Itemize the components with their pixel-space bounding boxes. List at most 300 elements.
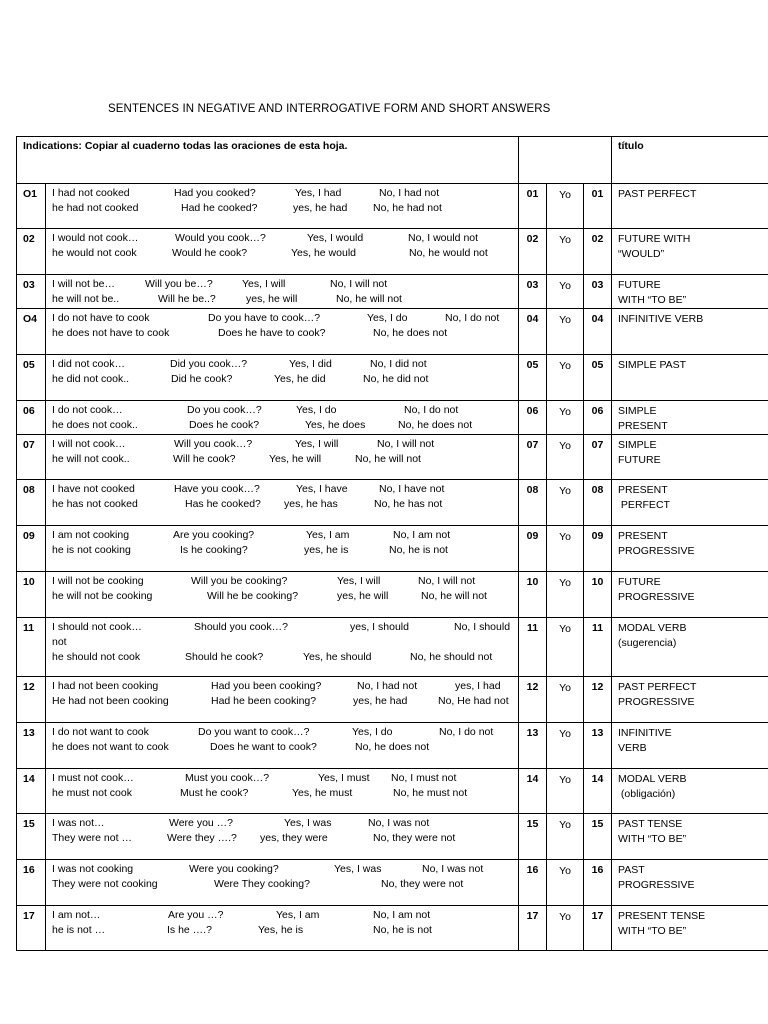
tense-title-cell bbox=[612, 677, 768, 723]
row-number-right: 04 bbox=[584, 309, 612, 355]
short-answer-affirmative: Yes, I must bbox=[318, 772, 370, 784]
header-spacer bbox=[519, 137, 584, 184]
yo-cell: Yo bbox=[547, 526, 584, 572]
tense-title-line: PRESENT bbox=[618, 530, 668, 542]
negative-sentence: He had not been cooking bbox=[52, 695, 169, 707]
short-answer-negative: No, I was not bbox=[368, 817, 430, 829]
tense-title-line: PRESENT bbox=[618, 484, 668, 496]
sentences-cell bbox=[46, 355, 519, 401]
row-number-left: 11 bbox=[17, 618, 46, 677]
short-answer-negative: No, he did not bbox=[363, 373, 429, 385]
tense-title-line: (obligación) bbox=[618, 788, 676, 800]
tense-title-cell bbox=[612, 229, 768, 275]
question-sentence: Did he cook? bbox=[171, 373, 233, 385]
short-answer-affirmative: Yes, I was bbox=[334, 863, 382, 875]
sentence-line bbox=[52, 231, 518, 246]
row-number-left: 12 bbox=[17, 677, 46, 723]
sentences-cell bbox=[46, 814, 519, 860]
table-row bbox=[17, 526, 768, 572]
row-number-right: 03 bbox=[584, 275, 612, 309]
negative-sentence: I was not… bbox=[52, 817, 105, 829]
row-number-middle: 16 bbox=[519, 860, 547, 906]
sentences-cell bbox=[46, 572, 519, 618]
page-heading: SENTENCES IN NEGATIVE AND INTERROGATIVE FORM AND SHORT ANSWERS bbox=[108, 103, 551, 115]
row-number-middle: 14 bbox=[519, 769, 547, 814]
short-answer-affirmative: Yes, I had bbox=[295, 187, 342, 199]
short-answer-affirmative: Yes, he is bbox=[258, 924, 304, 936]
short-answer-affirmative: Yes, he would bbox=[291, 247, 356, 259]
short-answer-affirmative: Yes, I am bbox=[306, 529, 350, 541]
row-number-right: 13 bbox=[584, 723, 612, 769]
sentence-line bbox=[52, 246, 518, 261]
row-number-middle: 07 bbox=[519, 435, 547, 480]
tense-title-cell bbox=[612, 275, 768, 309]
negative-sentence: They were not cooking bbox=[52, 878, 158, 890]
row-number-middle: 01 bbox=[519, 184, 547, 229]
table-row bbox=[17, 435, 768, 480]
tense-title-line: “WOULD” bbox=[618, 248, 665, 260]
tense-title-cell bbox=[612, 309, 768, 355]
short-answer-affirmative: Yes, I do bbox=[352, 726, 393, 738]
table-row bbox=[17, 480, 768, 526]
sentence-line bbox=[52, 482, 518, 497]
table-row bbox=[17, 906, 768, 951]
sentence-line bbox=[52, 418, 518, 433]
negative-sentence: I will not cook… bbox=[52, 438, 126, 450]
yo-cell: Yo bbox=[547, 480, 584, 526]
negative-sentence: he will not be cooking bbox=[52, 590, 153, 602]
row-number-middle: 03 bbox=[519, 275, 547, 309]
short-answer-affirmative: No, he does not bbox=[373, 327, 448, 339]
row-number-left: 13 bbox=[17, 723, 46, 769]
sentences-cell bbox=[46, 275, 519, 309]
short-answer-affirmative: Yes, he should bbox=[303, 651, 372, 663]
sentence-line bbox=[52, 292, 518, 307]
tense-title-line: PRESENT TENSE bbox=[618, 910, 706, 922]
sentence-line bbox=[52, 908, 518, 923]
negative-sentence: I should not cook… bbox=[52, 621, 142, 633]
short-answer-affirmative: Yes, he does bbox=[305, 419, 366, 431]
tense-title-line: PAST TENSE bbox=[618, 818, 683, 830]
sentences-cell bbox=[46, 618, 519, 677]
negative-sentence: he did not cook.. bbox=[52, 373, 130, 385]
sentence-line bbox=[52, 923, 518, 938]
tense-title-line: PAST PERFECT bbox=[618, 188, 697, 200]
short-answer-affirmative: yes, he had bbox=[353, 695, 408, 707]
short-answer-negative: No, he must not bbox=[393, 787, 468, 799]
negative-sentence: he must not cook bbox=[52, 787, 132, 799]
table-row bbox=[17, 860, 768, 906]
negative-sentence: not bbox=[52, 636, 67, 648]
row-number-middle: 08 bbox=[519, 480, 547, 526]
tense-title-line: WITH “TO BE” bbox=[618, 294, 687, 306]
question-sentence: Would he cook? bbox=[172, 247, 248, 259]
short-answer-affirmative: Yes, I will bbox=[242, 278, 286, 290]
question-sentence: Does he have to cook? bbox=[218, 327, 326, 339]
tense-title-line: WITH “TO BE” bbox=[618, 925, 687, 937]
question-sentence: Did you cook…? bbox=[170, 358, 248, 370]
tense-title-cell bbox=[612, 723, 768, 769]
tense-title-line: PAST PERFECT bbox=[618, 681, 697, 693]
tense-title-line: SIMPLE bbox=[618, 439, 657, 451]
sentences-cell bbox=[46, 309, 519, 355]
row-number-middle: 05 bbox=[519, 355, 547, 401]
row-number-middle: 13 bbox=[519, 723, 547, 769]
yo-cell: Yo bbox=[547, 814, 584, 860]
negative-sentence: he is not … bbox=[52, 924, 106, 936]
sentences-cell bbox=[46, 677, 519, 723]
sentence-line bbox=[52, 816, 518, 831]
question-sentence: Will he cook? bbox=[173, 453, 236, 465]
sentence-line bbox=[52, 877, 518, 892]
tense-title-line: VERB bbox=[618, 742, 647, 754]
negative-sentence: I would not cook… bbox=[52, 232, 139, 244]
sentence-line bbox=[52, 452, 518, 467]
yo-cell: Yo bbox=[547, 309, 584, 355]
question-sentence: Will you be…? bbox=[145, 278, 213, 290]
short-answer-negative: No, he will not bbox=[355, 453, 421, 465]
sentence-line bbox=[52, 311, 518, 326]
tense-title-cell bbox=[612, 526, 768, 572]
yo-cell: Yo bbox=[547, 769, 584, 814]
row-number-left: O4 bbox=[17, 309, 46, 355]
short-answer-affirmative: yes, he will bbox=[246, 293, 298, 305]
negative-sentence: I was not cooking bbox=[52, 863, 134, 875]
titulo-heading: título bbox=[612, 137, 768, 184]
question-sentence: Will you be cooking? bbox=[191, 575, 288, 587]
sentence-line bbox=[52, 357, 518, 372]
row-number-right: 01 bbox=[584, 184, 612, 229]
question-sentence: Do you cook…? bbox=[187, 404, 262, 416]
question-sentence: Had he cooked? bbox=[181, 202, 258, 214]
question-sentence: Were you cooking? bbox=[189, 863, 279, 875]
sentence-line bbox=[52, 574, 518, 589]
row-number-middle: 06 bbox=[519, 401, 547, 435]
negative-sentence: he should not cook bbox=[52, 651, 141, 663]
row-number-right: 10 bbox=[584, 572, 612, 618]
row-number-right: 14 bbox=[584, 769, 612, 814]
question-sentence: Are you …? bbox=[168, 909, 224, 921]
sentence-line bbox=[52, 725, 518, 740]
table-row bbox=[17, 723, 768, 769]
question-sentence: Do you want to cook…? bbox=[198, 726, 310, 738]
tense-title-line: MODAL VERB bbox=[618, 622, 687, 634]
short-answer-negative: No, I should bbox=[454, 621, 511, 633]
row-number-right: 17 bbox=[584, 906, 612, 951]
exercise-table bbox=[16, 136, 768, 951]
row-number-left: 03 bbox=[17, 275, 46, 309]
short-answer-negative: No, he has not bbox=[374, 498, 443, 510]
sentence-line bbox=[52, 277, 518, 292]
negative-sentence: he will not cook.. bbox=[52, 453, 130, 465]
row-number-left: 09 bbox=[17, 526, 46, 572]
row-number-right: 09 bbox=[584, 526, 612, 572]
tense-title-line: INFINITIVE bbox=[618, 727, 672, 739]
table-row bbox=[17, 184, 768, 229]
row-number-middle: 12 bbox=[519, 677, 547, 723]
short-answer-negative: No, I do not bbox=[445, 312, 500, 324]
short-answer-affirmative: Yes, he must bbox=[292, 787, 353, 799]
row-number-middle: 04 bbox=[519, 309, 547, 355]
tense-title-line: SIMPLE PAST bbox=[618, 359, 687, 371]
negative-sentence: he does not want to cook bbox=[52, 741, 169, 753]
negative-sentence: he does not cook.. bbox=[52, 419, 138, 431]
question-sentence: Were they ….? bbox=[167, 832, 237, 844]
negative-sentence: I will not be cooking bbox=[52, 575, 144, 587]
short-answer-negative: No, I must not bbox=[391, 772, 457, 784]
row-number-right: 15 bbox=[584, 814, 612, 860]
tense-title-cell bbox=[612, 480, 768, 526]
yo-cell: Yo bbox=[547, 435, 584, 480]
negative-sentence: he does not have to cook bbox=[52, 327, 170, 339]
row-number-middle: 11 bbox=[519, 618, 547, 677]
yo-cell: Yo bbox=[547, 677, 584, 723]
sentences-cell bbox=[46, 860, 519, 906]
short-answer-negative: No, I am not bbox=[373, 909, 431, 921]
short-answer-affirmative: Yes, I was bbox=[284, 817, 332, 829]
tense-title-cell bbox=[612, 401, 768, 435]
row-number-right: 16 bbox=[584, 860, 612, 906]
sentence-line bbox=[52, 635, 518, 650]
short-answer-affirmative: Yes, I will bbox=[337, 575, 381, 587]
sentence-line bbox=[52, 528, 518, 543]
short-answer-negative: No, he is not bbox=[373, 924, 432, 936]
tense-title-cell bbox=[612, 184, 768, 229]
negative-sentence: I had not been cooking bbox=[52, 680, 159, 692]
row-number-left: 05 bbox=[17, 355, 46, 401]
short-answer-negative: No, he does not bbox=[398, 419, 473, 431]
sentences-cell bbox=[46, 229, 519, 275]
short-answer-affirmative: Yes, he did bbox=[274, 373, 326, 385]
sentence-line bbox=[52, 201, 518, 216]
yo-cell: Yo bbox=[547, 572, 584, 618]
sentence-line bbox=[52, 186, 518, 201]
tense-title-line: FUTURE WITH bbox=[618, 233, 691, 245]
sentence-line bbox=[52, 650, 518, 665]
sentence-line bbox=[52, 831, 518, 846]
negative-sentence: he had not cooked bbox=[52, 202, 139, 214]
question-sentence: Had you cooked? bbox=[174, 187, 256, 199]
short-answer-affirmative: No, he does not bbox=[355, 741, 430, 753]
question-sentence: Does he cook? bbox=[189, 419, 260, 431]
negative-sentence: I must not cook… bbox=[52, 772, 134, 784]
short-answer-negative: No, I would not bbox=[408, 232, 479, 244]
negative-sentence: he would not cook bbox=[52, 247, 137, 259]
sentence-line bbox=[52, 620, 518, 635]
tense-title-line: PROGRESSIVE bbox=[618, 696, 695, 708]
short-answer-affirmative: yes, he had bbox=[293, 202, 348, 214]
negative-sentence: I have not cooked bbox=[52, 483, 135, 495]
short-answer-negative: No, I do not bbox=[439, 726, 494, 738]
question-sentence: Has he cooked? bbox=[185, 498, 261, 510]
negative-sentence: I do not cook… bbox=[52, 404, 123, 416]
short-answer-affirmative: Yes, I have bbox=[296, 483, 348, 495]
table-row bbox=[17, 814, 768, 860]
short-answer-negative: No, I am not bbox=[393, 529, 451, 541]
table-row bbox=[17, 769, 768, 814]
yo-cell: Yo bbox=[547, 618, 584, 677]
short-answer-affirmative: Yes, he will bbox=[269, 453, 322, 465]
sentence-line bbox=[52, 786, 518, 801]
question-sentence: Had he been cooking? bbox=[211, 695, 317, 707]
row-number-right: 02 bbox=[584, 229, 612, 275]
row-number-left: 02 bbox=[17, 229, 46, 275]
sentence-line bbox=[52, 543, 518, 558]
short-answer-negative: No, he would not bbox=[409, 247, 488, 259]
indications-heading: Indications: Copiar al cuaderno todas las oraciones de esta hoja. bbox=[17, 137, 519, 184]
tense-title-line: SIMPLE bbox=[618, 405, 657, 417]
short-answer-negative: No, He had not bbox=[438, 695, 509, 707]
tense-title-cell bbox=[612, 769, 768, 814]
short-answer-affirmative: No, I had not bbox=[357, 680, 418, 692]
table-row bbox=[17, 229, 768, 275]
yo-cell: Yo bbox=[547, 906, 584, 951]
short-answer-negative: No, I will not bbox=[418, 575, 476, 587]
question-sentence: Must you cook…? bbox=[185, 772, 270, 784]
question-sentence: Were you …? bbox=[169, 817, 233, 829]
sentences-cell bbox=[46, 401, 519, 435]
short-answer-negative: No, he is not bbox=[389, 544, 448, 556]
short-answer-negative: No, I do not bbox=[404, 404, 459, 416]
row-number-middle: 17 bbox=[519, 906, 547, 951]
tense-title-cell bbox=[612, 355, 768, 401]
row-number-right: 07 bbox=[584, 435, 612, 480]
question-sentence: Do you have to cook…? bbox=[208, 312, 321, 324]
question-sentence: Were They cooking? bbox=[214, 878, 310, 890]
short-answer-negative: No, he should not bbox=[410, 651, 493, 663]
yo-cell: Yo bbox=[547, 355, 584, 401]
short-answer-affirmative: Yes, I will bbox=[295, 438, 339, 450]
short-answer-affirmative: Yes, I did bbox=[289, 358, 332, 370]
tense-title-cell bbox=[612, 814, 768, 860]
negative-sentence: he will not be.. bbox=[52, 293, 120, 305]
question-sentence: Would you cook…? bbox=[175, 232, 266, 244]
question-sentence: Should you cook…? bbox=[194, 621, 288, 633]
sentence-line bbox=[52, 326, 518, 341]
question-sentence: Will he be..? bbox=[158, 293, 216, 305]
row-number-left: 10 bbox=[17, 572, 46, 618]
question-sentence: Is he ….? bbox=[167, 924, 212, 936]
table-row bbox=[17, 401, 768, 435]
negative-sentence: They were not … bbox=[52, 832, 132, 844]
question-sentence: Will you cook…? bbox=[174, 438, 253, 450]
short-answer-affirmative: Yes, I am bbox=[276, 909, 320, 921]
sentence-line bbox=[52, 589, 518, 604]
short-answer-negative: No, I will not bbox=[377, 438, 435, 450]
row-number-middle: 09 bbox=[519, 526, 547, 572]
sentences-cell bbox=[46, 184, 519, 229]
tense-title-line: PRESENT bbox=[618, 420, 668, 432]
short-answer-negative: No, he had not bbox=[373, 202, 442, 214]
short-answer-negative: No, I did not bbox=[370, 358, 427, 370]
sentence-line bbox=[52, 437, 518, 452]
question-sentence: Is he cooking? bbox=[180, 544, 248, 556]
question-sentence: Have you cook…? bbox=[174, 483, 260, 495]
sentences-cell bbox=[46, 769, 519, 814]
short-answer-negative: No, I had not bbox=[379, 187, 440, 199]
tense-title-line: INFINITIVE VERB bbox=[618, 313, 704, 325]
row-number-left: 17 bbox=[17, 906, 46, 951]
row-number-left: O1 bbox=[17, 184, 46, 229]
question-sentence: Must he cook? bbox=[180, 787, 249, 799]
sentence-line bbox=[52, 403, 518, 418]
negative-sentence: I do not want to cook bbox=[52, 726, 149, 738]
yo-cell: Yo bbox=[547, 275, 584, 309]
row-number-middle: 10 bbox=[519, 572, 547, 618]
table-row bbox=[17, 618, 768, 677]
negative-sentence: I will not be… bbox=[52, 278, 116, 290]
row-number-middle: 02 bbox=[519, 229, 547, 275]
row-number-right: 05 bbox=[584, 355, 612, 401]
row-number-left: 15 bbox=[17, 814, 46, 860]
tense-title-line: PROGRESSIVE bbox=[618, 879, 695, 891]
tense-title-cell bbox=[612, 618, 768, 677]
negative-sentence: I do not have to cook bbox=[52, 312, 150, 324]
row-number-left: 08 bbox=[17, 480, 46, 526]
tense-title-line: PAST bbox=[618, 864, 645, 876]
sentence-line bbox=[52, 862, 518, 877]
negative-sentence: I had not cooked bbox=[52, 187, 130, 199]
question-sentence: Does he want to cook? bbox=[210, 741, 317, 753]
sentence-line bbox=[52, 694, 518, 709]
sentences-cell bbox=[46, 723, 519, 769]
short-answer-affirmative: Yes, I would bbox=[307, 232, 364, 244]
short-answer-affirmative: No, they were not bbox=[381, 878, 464, 890]
yo-cell: Yo bbox=[547, 723, 584, 769]
tense-title-line: MODAL VERB bbox=[618, 773, 687, 785]
tense-title-line: FUTURE bbox=[618, 454, 661, 466]
tense-title-cell bbox=[612, 906, 768, 951]
header-row bbox=[17, 137, 768, 184]
short-answer-negative: No, I will not bbox=[330, 278, 388, 290]
question-sentence: Had you been cooking? bbox=[211, 680, 322, 692]
row-number-right: 08 bbox=[584, 480, 612, 526]
row-number-middle: 15 bbox=[519, 814, 547, 860]
yo-cell: Yo bbox=[547, 860, 584, 906]
row-number-right: 11 bbox=[584, 618, 612, 677]
sentence-line bbox=[52, 740, 518, 755]
negative-sentence: I did not cook… bbox=[52, 358, 125, 370]
short-answer-negative: No, I was not bbox=[422, 863, 484, 875]
short-answer-negative: No, he will not bbox=[421, 590, 487, 602]
question-sentence: Will he be cooking? bbox=[207, 590, 299, 602]
sentence-line bbox=[52, 679, 518, 694]
sentence-line bbox=[52, 497, 518, 512]
table-row bbox=[17, 355, 768, 401]
short-answer-affirmative: yes, he is bbox=[304, 544, 349, 556]
yo-cell: Yo bbox=[547, 184, 584, 229]
tense-title-line: PROGRESSIVE bbox=[618, 545, 695, 557]
sentences-cell bbox=[46, 435, 519, 480]
sentences-cell bbox=[46, 526, 519, 572]
tense-title-line: PERFECT bbox=[618, 499, 670, 511]
sentences-cell bbox=[46, 906, 519, 951]
tense-title-line: (sugerencia) bbox=[618, 637, 677, 649]
short-answer-negative: No, they were not bbox=[373, 832, 456, 844]
row-number-left: 06 bbox=[17, 401, 46, 435]
row-number-left: 14 bbox=[17, 769, 46, 814]
negative-sentence: I am not cooking bbox=[52, 529, 130, 541]
tense-title-cell bbox=[612, 572, 768, 618]
short-answer-negative: yes, I had bbox=[455, 680, 501, 692]
question-sentence: Are you cooking? bbox=[173, 529, 255, 541]
negative-sentence: he is not cooking bbox=[52, 544, 131, 556]
row-number-left: 16 bbox=[17, 860, 46, 906]
short-answer-affirmative: yes, he will bbox=[337, 590, 389, 602]
table-row bbox=[17, 677, 768, 723]
negative-sentence: he has not cooked bbox=[52, 498, 138, 510]
header-spacer bbox=[584, 137, 612, 184]
